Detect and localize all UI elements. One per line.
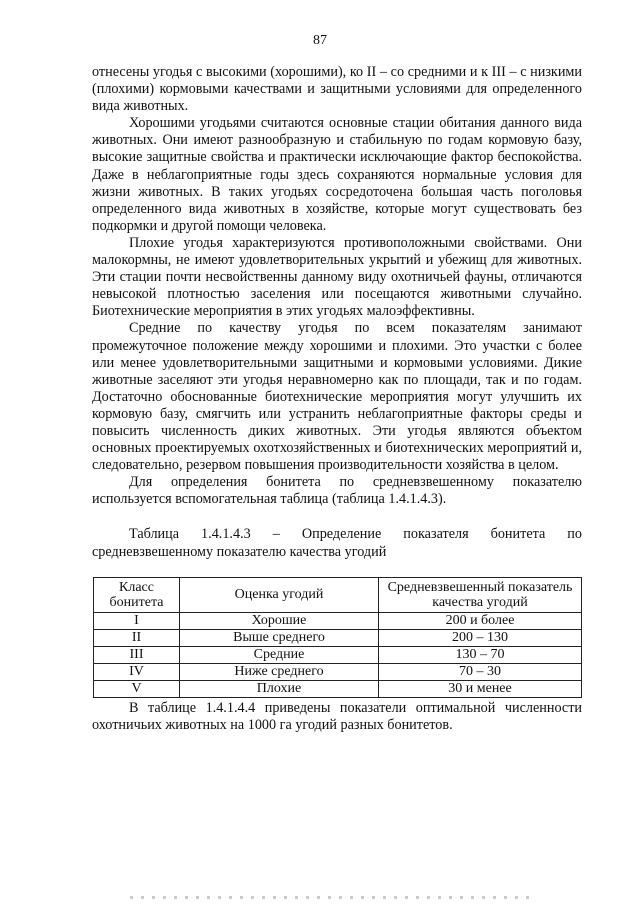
bonitet-table xyxy=(93,577,582,698)
paragraph-1: отнесены угодья с высокими (хорошими), ко II – со средними и к III – с низкими (плохими) кормовыми качествами и защитными условиями для определенного вида животных. xyxy=(92,64,582,115)
table-row xyxy=(94,663,582,680)
cell-class: I xyxy=(94,612,180,629)
scan-artifact-line xyxy=(130,896,530,899)
table-row xyxy=(94,629,582,646)
cell-indicator: 70 – 30 xyxy=(379,663,582,680)
paragraph-2: Хорошими угодьями считаются основные стации обитания данного вида животных. Они имеют разнообразную и стабильную по годам кормовую базу, высокие защитные свойства и практически исключающие фактор беспокойства. Даже в неблагоприятные годы здесь сохраняются нормальные условия для жизни животных. В таких угодьях сосредоточена большая часть поголовья определенного вида животных в хозяйстве, которые могут существовать без подкормки и другой помощи человека. xyxy=(92,115,582,234)
page-number: 87 xyxy=(313,33,327,48)
cell-rating: Плохие xyxy=(180,680,379,697)
after-table-paragraph: В таблице 1.4.1.4.4 приведены показатели оптимальной численности охотничьих животных на 1000 га угодий разных бонитетов. xyxy=(92,699,582,733)
paragraph-5: Для определения бонитета по средневзвешенному показателю используется вспомогательная таблица (таблица 1.4.1.4.3). xyxy=(92,474,582,508)
table-row xyxy=(94,646,582,663)
header-class: Класс бонитета xyxy=(94,577,180,612)
header-rating: Оценка угодий xyxy=(180,577,379,612)
page-body xyxy=(92,64,582,734)
header-indicator: Средневзвешенный показатель качества угодий xyxy=(379,577,582,612)
cell-indicator: 200 – 130 xyxy=(379,629,582,646)
cell-rating: Выше среднего xyxy=(180,629,379,646)
cell-class: V xyxy=(94,680,180,697)
table-header-row xyxy=(94,577,582,612)
paragraph-3: Плохие угодья характеризуются противоположными свойствами. Они малокормны, не имеют удовлетворительных укрытий и убежищ для животных. Эти стации почти несвойственны данному виду охотничьей фауны, отличаются невысокой плотностью заселения или посещаются животными случайно. Биотехнические мероприятия в этих угодьях малоэффективны. xyxy=(92,234,582,320)
table-row xyxy=(94,680,582,697)
table-row xyxy=(94,612,582,629)
cell-class: II xyxy=(94,629,180,646)
cell-indicator: 30 и менее xyxy=(379,680,582,697)
cell-indicator: 200 и более xyxy=(379,612,582,629)
cell-class: III xyxy=(94,646,180,663)
table-caption: Таблица 1.4.1.4.3 – Определение показателя бонитета по средневзвешенному показателю качества угодий xyxy=(92,526,582,560)
paragraph-4: Средние по качеству угодья по всем показателям занимают промежуточное положение между хорошими и плохими. Это участки с более или менее удовлетворительными защитными и кормовыми условиями. Дикие животные заселяют эти угодья неравномерно как по площади, так и по годам. Достаточно обоснованные биотехнические мероприятия могут улучшить их кормовую базу, смягчить или устранить неблагоприятные факторы среды и повысить численность диких животных. Эти угодья являются объектом основных проектируемых охотхозяйственных и биотехнических мероприятий и, следовательно, резервом повышения производительности хозяйства в целом. xyxy=(92,320,582,474)
cell-rating: Ниже среднего xyxy=(180,663,379,680)
cell-class: IV xyxy=(94,663,180,680)
cell-rating: Средние xyxy=(180,646,379,663)
cell-rating: Хорошие xyxy=(180,612,379,629)
cell-indicator: 130 – 70 xyxy=(379,646,582,663)
